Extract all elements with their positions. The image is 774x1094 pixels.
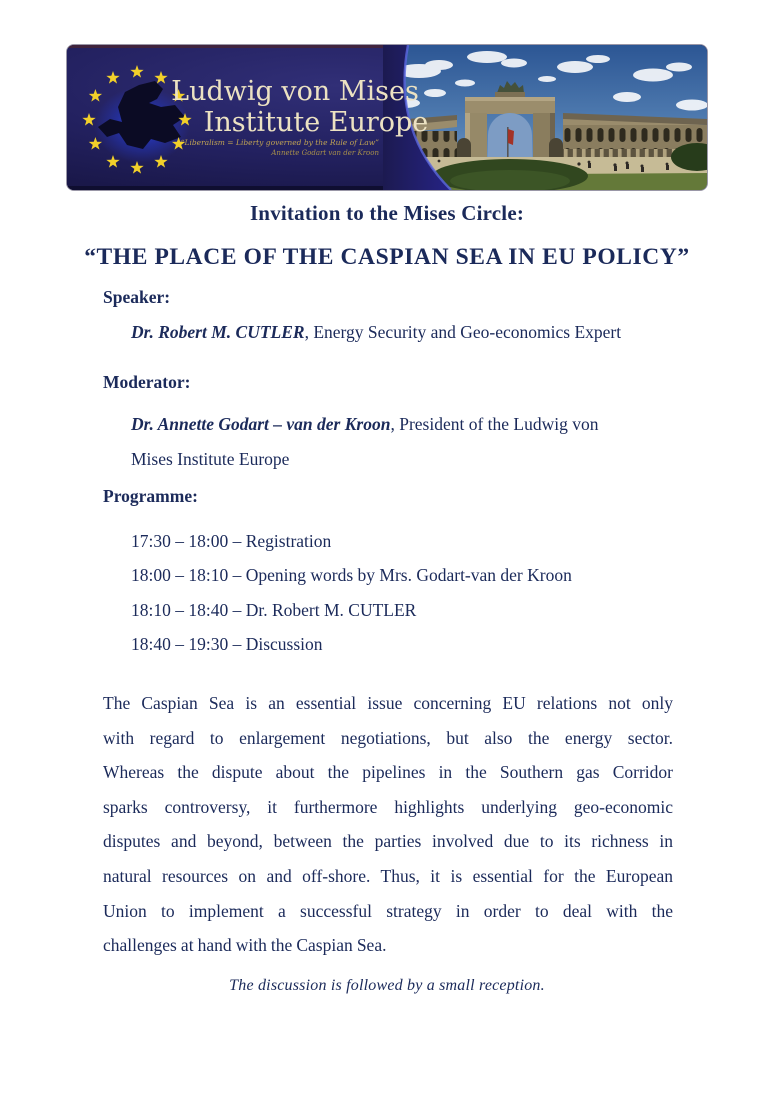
- description-line: The Caspian Sea is an essential issue concerning EU relations not only: [103, 693, 673, 713]
- speaker-description: , Energy Security and Geo-economics Expert: [304, 322, 622, 342]
- speaker-name: Dr. Robert M. CUTLER: [131, 322, 305, 342]
- moderator-description-line2: Mises Institute Europe: [131, 448, 290, 469]
- description-paragraph: [103, 686, 673, 963]
- moderator-description-line1: , President of the Ludwig von: [390, 414, 599, 434]
- programme-item: 18:00 – 18:10 – Opening words by Mrs. Godart-van der Kroon: [131, 565, 572, 586]
- description-line: challenges at hand with the Caspian Sea.: [103, 935, 387, 956]
- programme-item: 18:10 – 18:40 – Dr. Robert M. CUTLER: [131, 599, 417, 620]
- programme-label: Programme:: [103, 486, 198, 506]
- description-line: natural resources on and off-shore. Thus, it is essential for the European: [103, 865, 673, 886]
- flag: [508, 129, 514, 145]
- description-line: Whereas the dispute about the pipelines in the Southern gas Corridor: [103, 762, 673, 783]
- description-line: Union to implement a successful strategy in order to deal with the: [103, 900, 673, 921]
- banner-graphic: [67, 45, 707, 190]
- description-line: sparks controversy, it furthermore highlights underlying geo-economic: [103, 796, 673, 817]
- description-line: with regard to enlargement negotiations, but also the energy sector.: [103, 727, 673, 748]
- moderator-label: Moderator:: [103, 372, 191, 392]
- invitation-heading: Invitation to the Mises Circle:: [249, 201, 525, 225]
- arch-photo: [383, 45, 707, 190]
- programme-list: [131, 524, 572, 662]
- moderator-lines: [131, 407, 599, 476]
- speaker-label: Speaker:: [103, 287, 171, 307]
- programme-item: 17:30 – 18:00 – Registration: [131, 531, 332, 551]
- institute-banner: [67, 45, 707, 190]
- org-name-line2: Institute Europe: [203, 107, 429, 138]
- moderator-name: Dr. Annette Godart – van der Kroon: [131, 414, 391, 434]
- programme-item: 18:40 – 19:30 – Discussion: [131, 634, 323, 655]
- description-line: disputes and beyond, between the parties involved due to its richness in: [103, 831, 673, 852]
- org-name-line1: Ludwig von Mises: [171, 76, 419, 107]
- reception-note: The discussion is followed by a small reception.: [229, 977, 545, 994]
- banner-motto: “Liberalism = Liberty governed by the Rule of Law”: [180, 138, 379, 147]
- speaker-line: [131, 322, 621, 343]
- banner-motto-attribution: Annette Godart van der Kroon: [271, 149, 379, 157]
- event-title: “THE PLACE OF THE CASPIAN SEA IN EU POLICY”: [84, 244, 690, 270]
